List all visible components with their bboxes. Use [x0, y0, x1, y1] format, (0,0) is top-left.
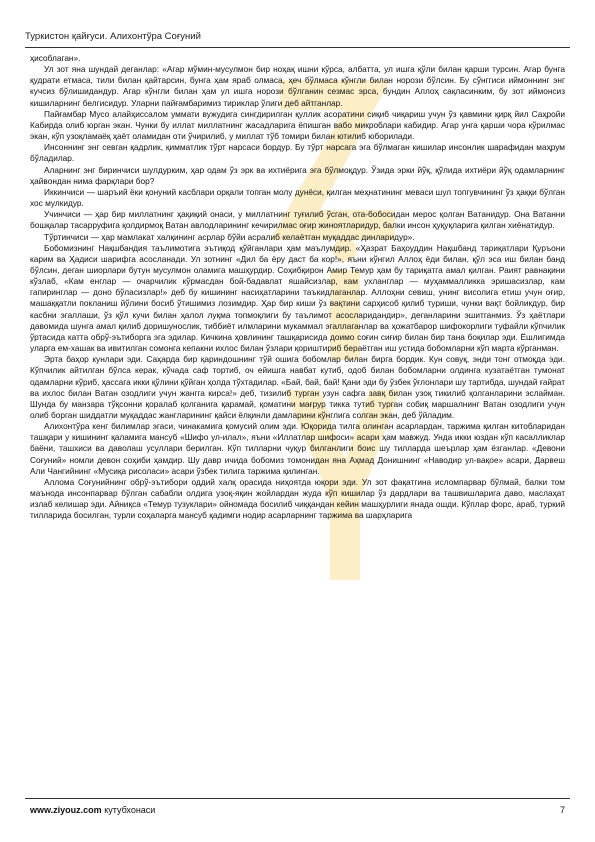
paragraph: Бобомизнинг Нақшбандия таълимотига эътиқод қўйганлари ҳам маълумдир. «Ҳазрат Баҳоуддин Нақшбанд тариқатлари Қуръони карим ва Ҳадиси шарифга асосланади. Ул зотнинг «Дил ба ёру даст ба кор!», яъни кўнгил Аллоҳ ёди билан, қўл эса иш билан банд бўлсин, деган шиорлари бутун мусулмон оламига машҳурдир. Соҳибқирон Амир Темур ҳам бу тариқатга амал қилган. Раият равнақини кўзлаб, «Кам енглар — очарчилик кўрмасдан бой-бадавлат яшайсизлар, кам ухланглар — муҳаммалликка эришасизлар, кам гапиринглар — доно бўласизлар!» деб бу кишининг насиҳатларини таъкидлаганлар. Аллоҳни севиш, унинг висолига етиш учун оғир, машаққатли покланиш йўлини босиб ўтишимиз лозимдир. Ҳар бир киши ўз вақтини сарҳисоб қилиб туриши, чунки вақт бойликдур, бир касбни эгаллаши, ўз қўл кучи билан ҳалол луқма топмоқлиги бу таълимот асосларидандир», деганларини эшитганмиз. Ўз ҳаётлари давомида шунга амал қилиб доришунослик, тиббиёт илмларини мукаммал эгаллаганлар ва ҳожатбарор шифокорлиги туфайли кўпчилик ўртасида катта обрў-эътиборга эга эдилар. Кичкина ҳовлининг ташқарисида доимо соғин сиғир билан бир тана боқилар эди. Ёшлигимда уларга ем-хашак ва ивитилган сомонга кепакни ихлос билан ўзлари қориштириб бераётган иш устида бобомларни кўп марта кўрганман. — [30, 242, 565, 354]
page-header: Туркистон қайғуси. Алихонтўра Соғуний — [25, 31, 201, 42]
header-divider — [25, 47, 570, 48]
footer-label: кутубхонаси — [104, 805, 156, 815]
paragraph: Алломa Соғунийнинг обрў-эътибори оддий халқ орасида ниҳоятда юқори эди. Ул зот фақатгина исломпарвар бўлмай, балки том маънода инсонпарвар бўлган сабабли олдига узоқ-яқин жойлардан жуда кўп кишилар ўз дардлари ва ташвишларига даво, маслаҳат излаб келишар эди. Айниқса «Темур тузуклари» ойномада босилиб чиққандан кейин машҳурлиги янада ошди. Кўплар форс, араб, туркий тилларида босилган, турли соҳаларга мансуб қадимги нодир асарларнинг таржима ва шарҳларига — [30, 476, 565, 521]
paragraph: ҳисоблаган». — [30, 53, 81, 63]
paragraph: Аларнинг энг биринчиси шулдурким, ҳар одам ўз эрк ва ихтиёрига эга бўлмоқдур. Ўзида эрки йўқ, қўлида ихтиёри йўқ одамларнинг ҳайвондан нима фарқлари бор? — [30, 164, 565, 186]
paragraph: Эрта баҳор кунлари эди. Саҳарда бир қариндошнинг тўй ошига бобомлар билан бирга бордик. Кун совуқ, энди тонг отмоқда эди. Кўпчилик айтилган бўлса керак, кўчада саф тортиб, оч ейишга навбат кутиб, одоб билан бобомларни олдинга кузатаётган тумонат одамларни кўриб, ҳассага икки қўлини қўйган ҳолда тўхтадилар. «Бай, бай, бай! Қани эди бу ўзбек ўғлонлари шу тартибда, шундай ғайрат ва ихлос билан Ватан озодлиги учун жангга кирса!» деб, тизилиб турган узун сафга завқ билан узоқ тикилиб қолганларини эслайман. Шунда бу манзара тўқсонни қоралаб қолганига қарамай, қоматини мағрур тикка тутиб турган собиқ маршалнинг Ватан озодлиги учун олиб борган шиддатли муқаддас жангларининг қайси ёлқинли дамларини кўнглига солган экан, деб ўйладим. — [30, 354, 565, 420]
page-footer — [30, 805, 155, 815]
paragraph: Ул зот яна шундай деганлар: «Агар мўмин-мусулмон бир ноҳақ ишни кўрса, албатта, ул ишга қўли билан қарши турсин. Агар бунга қудрати етмаса, тили билан қайтарсин, бунга ҳам яраб олмаса, ҳеч бўлмаса кўнгли билан норози бўлсин. Бу сўнггиси иймоннинг энг кучсиз бўлишидандур. Агар кўнгли билан ҳам ул ишга норози бўлганин сезмас эрса, бундин Аллоҳ сақласинким, бу зот иймонсиз кишиларнинг белгисидур. Уларни пайғамбаримиз тириклар ўлиги деб айтганлар. — [30, 64, 565, 108]
paragraph: Иккинчиси — шаръий ёки қонуний касблари орқали топган молу дунёси, қилган меҳнатининг меваси шул топгувчининг ўз ҳаққи бўлган хос мулкидур. — [30, 186, 565, 209]
page-number: 7 — [559, 805, 565, 815]
footer-site-link[interactable]: www.ziyouz.com — [30, 805, 102, 815]
paragraph: Тўртинчиси — ҳар мамлакат халқининг асрлар бўйи асралиб келаётган муқаддас динларидур». — [44, 231, 415, 242]
paragraph: Пайғамбар Мусо алайҳиссалом уммати вужудига сингдирилган қуллик асоратини сиқиб чиқариш учун ўз қавмини қирқ йил Саҳройи Кабирда олиб юрган экан. Чунки бу иллат миллатнинг жасадларига ёпишган вабо микроблари кабидир. Агар унга қарши чора кўрилмас экан, кўп узоқламаёқ ҳаёт оламидан оти ўчирилиб, у миллат тўб томири билан ютилиб юборилади. — [30, 108, 565, 142]
paragraph: Инсоннинг энг севган қадрлик, қимматлик тўрт нарсаси бордур. Бу тўрт нарсага эга бўлмаган кишилар инсонлик шарафидан маҳрум бўладилар. — [30, 142, 565, 164]
paragraph: Учинчиси — ҳар бир миллатнинг ҳақиқий онаси, у миллатнинг туғилиб ўсган, ота-бобосидан мерос қолган Ватанидур. Она Ватанни бошқалар тасарруфига қолдирмоқ Ватан авлодларининг кечирилмас оғир жиноятларидур, балки инсон ҳуқуқларига қилган хиёнатидур. — [30, 209, 565, 231]
document-body — [30, 53, 565, 792]
paragraph: Алихонтўра кенг билимлар эгаси, чинакамига қомусий олим эди. Юқорида тилга олинган асарлардан, таржима қилган китобларидан ташқари у кишининг қаламига мансуб «Шифо ул-илал», яъни «Иллатлар шифоси» асари ҳам мавжуд. Унда икки юздан кўп касалликлар баёни, ташхиси ва даволаш усуллари берилган. Кўп тилларни чуқур билганлиги боис шу тилларда шеърлар ҳам ёзганлар. «Девони Соғуний» номли девон соҳиби ҳамдир. Шу давр ичида бобомиз томонидан яна Аҳмад Донишнинг «Наводир ул-вақое» асари, Дарвеш Али Чангийнинг «Мусиқа рисоласи» асари ўзбек тилига таржима қилинган. — [30, 421, 565, 476]
footer-divider — [25, 798, 570, 799]
